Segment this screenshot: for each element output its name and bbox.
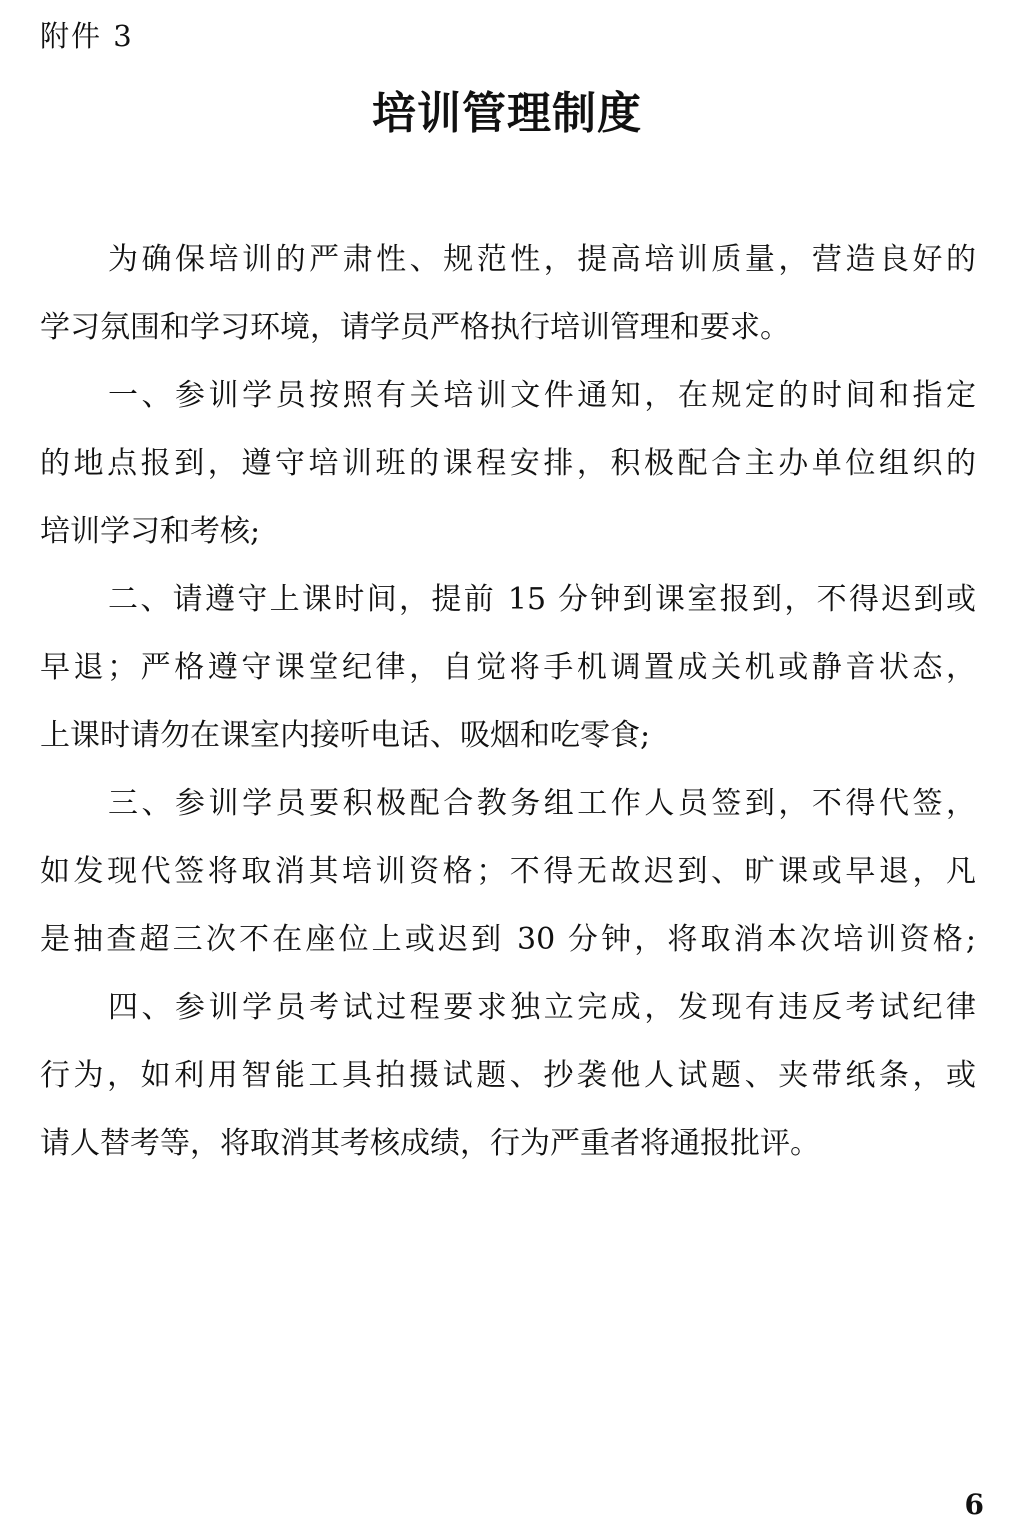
paragraph-line: 为确保培训的严肃性、规范性，提高培训质量，营造良好的	[108, 242, 976, 277]
paragraph-line: 的地点报到，遵守培训班的课程安排，积极配合主办单位组织的	[40, 446, 976, 481]
document-body	[40, 226, 976, 1178]
page-number: 6	[964, 1488, 984, 1521]
paragraph-line: 二、请遵守上课时间，提前 15 分钟到课室报到，不得迟到或	[108, 582, 976, 617]
paragraph-rule-1	[40, 362, 976, 566]
paragraph-intro	[40, 226, 976, 362]
paragraph-line: 请人替考等，将取消其考核成绩，行为严重者将通报批评。	[40, 1126, 820, 1161]
attachment-label: 附件 3	[40, 19, 134, 53]
paragraph-line: 如发现代签将取消其培训资格；不得无故迟到、旷课或早退，凡	[40, 854, 976, 889]
paragraph-line: 四、参训学员考试过程要求独立完成，发现有违反考试纪律	[108, 990, 976, 1025]
paragraph-rule-4	[40, 974, 976, 1178]
page-title: 培训管理制度	[372, 88, 642, 139]
paragraph-line: 学习氛围和学习环境，请学员严格执行培训管理和要求。	[40, 310, 790, 345]
paragraph-rule-2	[40, 566, 976, 770]
paragraph-line: 是抽查超三次不在座位上或迟到 30 分钟，将取消本次培训资格;	[40, 922, 976, 957]
paragraph-line: 早退；严格遵守课堂纪律，自觉将手机调置成关机或静音状态，	[40, 650, 976, 685]
paragraph-line: 一、参训学员按照有关培训文件通知，在规定的时间和指定	[108, 378, 976, 413]
paragraph-rule-3	[40, 770, 976, 974]
paragraph-line: 上课时请勿在课室内接听电话、吸烟和吃零食;	[40, 718, 651, 753]
paragraph-line: 培训学习和考核;	[40, 514, 261, 549]
paragraph-line: 三、参训学员要积极配合教务组工作人员签到，不得代签，	[108, 786, 976, 821]
paragraph-line: 行为，如利用智能工具拍摄试题、抄袭他人试题、夹带纸条，或	[40, 1058, 976, 1093]
